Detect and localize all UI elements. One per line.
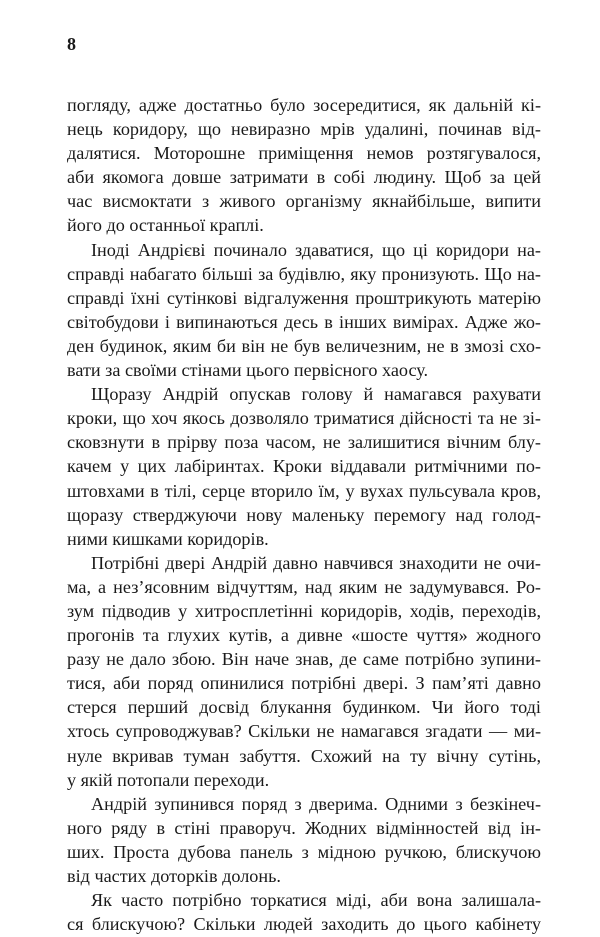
text-line: нуле вкривав туман забуття. Схожий на ту вічну сутінь,	[67, 745, 541, 766]
text-line: ден будинок, яким би він не був величезним, не в змозі схо-	[67, 335, 541, 356]
text-line: хтось супроводжував? Скільки не намагався згадати — ми-	[67, 721, 541, 742]
text-line: стерся перший досвід блукання будинком. Чи його тоді	[67, 697, 541, 718]
text-line: Потрібні двері Андрій давно навчився знаходити не очи-	[91, 552, 541, 573]
page-number: 8	[67, 34, 76, 54]
text-line: ного ряду в стіні праворуч. Жодних відмінностей від ін-	[67, 817, 541, 838]
text-line: прогонів та глухих кутів, а дивне «шосте чуття» жодного	[67, 625, 541, 646]
paragraph	[67, 888, 541, 936]
text-line: ма, а нез’ясовним відчуттям, над яким не задумувався. Ро-	[67, 576, 541, 597]
paragraph	[67, 382, 541, 551]
text-line: ними кишками коридорів.	[67, 528, 269, 549]
text-line: щоразу стверджуючи нову маленьку перемогу над голод-	[67, 504, 541, 525]
text-line: час висмоктати з живого організму якнайбільше, випити	[67, 191, 541, 212]
text-line: світобудови і випинаються десь в інших вимірах. Адже жо-	[67, 311, 541, 332]
text-line: Андрій зупинився поряд з дверима. Одними з безкінеч-	[91, 793, 541, 814]
text-line: далятися. Моторошне приміщення немов розтягувалося,	[67, 143, 541, 164]
text-line: штовхами в тілі, серце вторило їм, у вухах пульсувала кров,	[67, 480, 541, 501]
text-line: кроки, що хоч якось дозволяло триматися дійсності та не зі-	[67, 408, 541, 429]
text-line: вати за своїми стінами цього первісного хаосу.	[67, 360, 429, 381]
text-line: його до останньої краплі.	[67, 215, 264, 236]
text-line: разу не дало збою. Він наче знав, де саме потрібно зупини-	[67, 649, 541, 670]
text-line: Щоразу Андрій опускав голову й намагався рахувати	[91, 384, 541, 405]
text-line: справді набагато більші за будівлю, яку пронизують. Що на-	[67, 263, 541, 284]
text-line: Як часто потрібно торкатися міді, аби вона залишала-	[91, 890, 541, 911]
text-line: ся блискучою? Скільки людей заходить до цього кабінету	[67, 914, 541, 935]
text-line: зум підводив у хитросплетінні коридорів, ходів, переходів,	[67, 600, 541, 621]
paragraph	[67, 551, 541, 792]
text-line: нець коридору, що невиразно мрів удалині, починав від-	[67, 119, 541, 140]
paragraph	[67, 792, 541, 888]
text-line: аби якомога довше затримати в собі людину. Щоб за цей	[67, 167, 541, 188]
text-line: Іноді Андрієві починало здаватися, що ці коридори на-	[91, 239, 541, 260]
text-line: ших. Проста дубова панель з мідною ручкою, блискучою	[67, 841, 541, 862]
text-line: від частих доторків долонь.	[67, 866, 281, 886]
text-line: справді їхні сутінкові відгалуження проштрикують матерію	[67, 287, 541, 308]
text-line: сковзнути в прірву поза часом, не залишитися вічним блу-	[67, 432, 541, 453]
paragraph	[67, 93, 541, 238]
body-text	[67, 93, 541, 936]
text-line: погляду, адже достатньо було зосередитися, як дальній кі-	[67, 95, 541, 115]
paragraph	[67, 238, 541, 383]
text-line: у якій потопали переходи.	[67, 769, 270, 790]
text-line: качем у цих лабіринтах. Кроки віддавали ритмічними по-	[67, 456, 541, 477]
text-line: тися, аби поряд опинилися потрібні двері. З пам’яті давно	[67, 673, 541, 694]
